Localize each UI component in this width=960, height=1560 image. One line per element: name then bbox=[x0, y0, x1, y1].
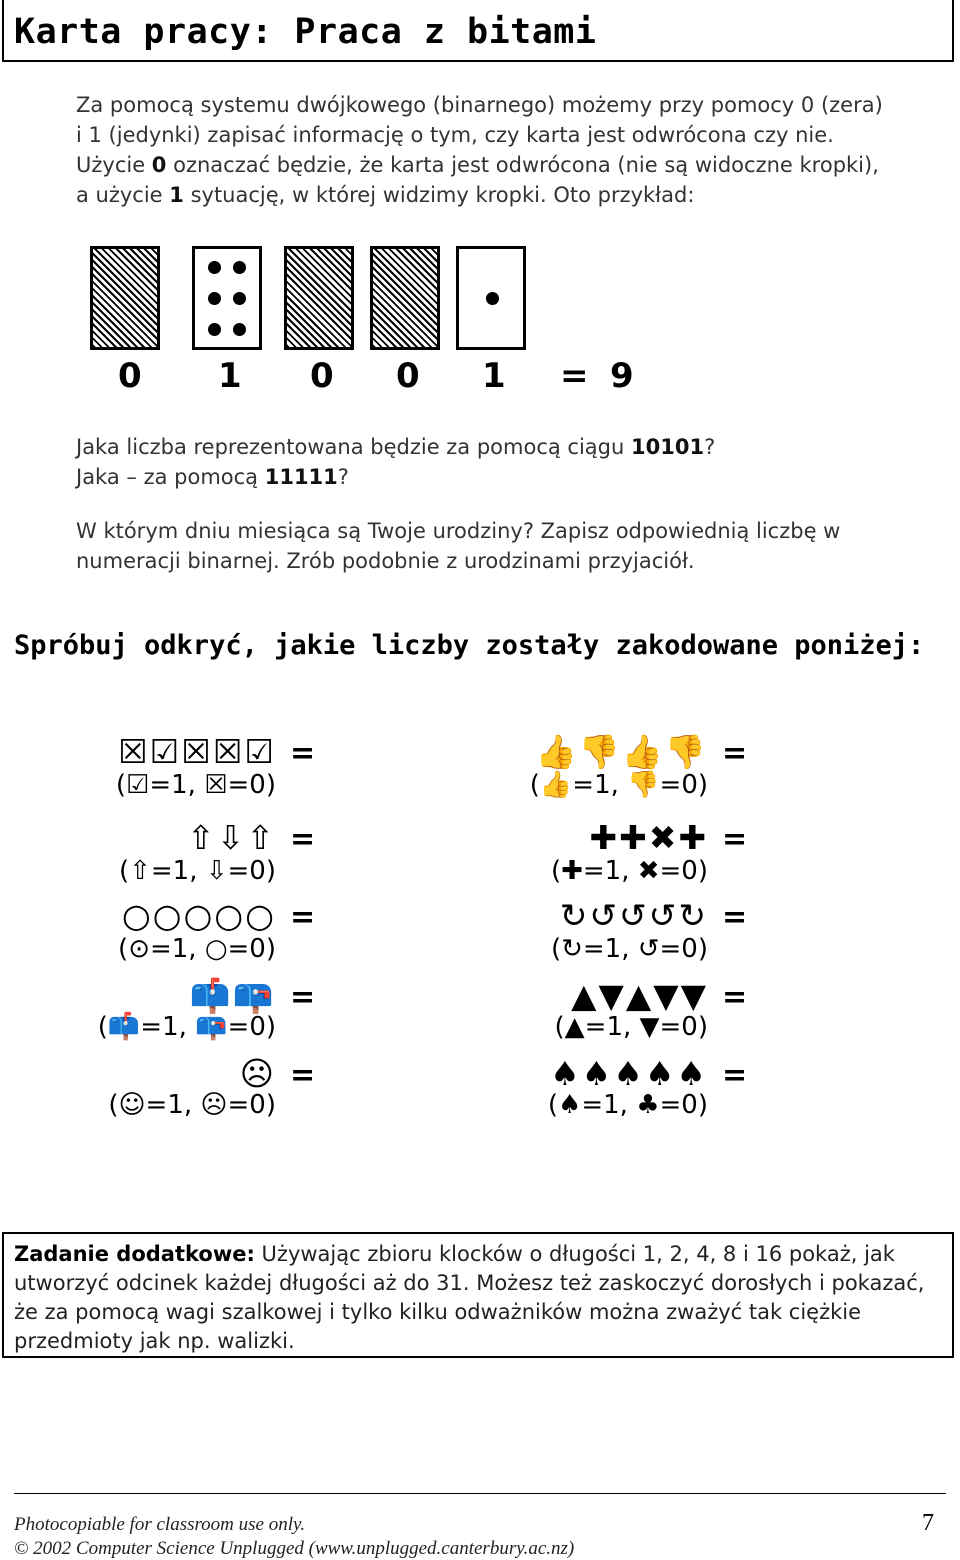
puzzle-equals: = bbox=[290, 900, 316, 935]
bit-label: 0 bbox=[118, 356, 142, 396]
puzzle-key: (☑=1, ☒=0) bbox=[115, 770, 276, 800]
puzzle-key: (↻=1, ↺=0) bbox=[550, 934, 708, 964]
example-result: 9 bbox=[610, 356, 634, 396]
puzzle-equals: = bbox=[722, 822, 748, 857]
puzzles-heading: Spróbuj odkryć, jakie liczby zostały zakodowane poniżej: bbox=[14, 630, 925, 661]
puzzle-equals: = bbox=[290, 1058, 316, 1093]
puzzle-equals: = bbox=[722, 900, 748, 935]
puzzle-symbols: ○○○○○ bbox=[122, 896, 276, 935]
bit-label: 1 bbox=[482, 356, 506, 396]
card-face-down bbox=[90, 246, 160, 350]
puzzle-symbols: ✚✚✖✚ bbox=[589, 818, 708, 857]
bit-label: 1 bbox=[218, 356, 242, 396]
bonus-task: Zadanie dodatkowe: Używając zbioru klocków o długości 1, 2, 4, 8 i 16 pokaż, jak utworzyć odcinek każdej długości aż do 31. Możesz też zaskoczyć dorosłych i pokazać, że za pomocą wagi szalkowej i tylko kilku odważników można zważyć tak ciężkie przedmioty jak np. walizki. bbox=[14, 1242, 925, 1353]
puzzle-symbols: 👍👎👍👎 bbox=[535, 732, 708, 771]
puzzle-symbols: ▲▼▲▼▼ bbox=[571, 976, 708, 1015]
puzzle-key: (👍=1, 👎=0) bbox=[529, 770, 708, 800]
puzzle-key: (✚=1, ✖=0) bbox=[550, 856, 708, 886]
puzzle-equals: = bbox=[722, 736, 748, 771]
question-line: numeracji binarnej. Zrób podobnie z urodzinami przyjaciół. bbox=[76, 549, 695, 573]
card-face-down bbox=[284, 246, 354, 350]
card-one-dot bbox=[456, 246, 526, 350]
puzzle-key: (♠=1, ♣=0) bbox=[547, 1090, 708, 1120]
question-line: Jaka – za pomocą 11111? bbox=[76, 465, 349, 489]
intro-line: a użycie 1 sytuację, w której widzimy kropki. Oto przykład: bbox=[76, 183, 695, 207]
footer-note: Photocopiable for classroom use only. bbox=[14, 1514, 306, 1535]
bonus-label: Zadanie dodatkowe: bbox=[14, 1242, 255, 1266]
page-number: 7 bbox=[922, 1510, 934, 1536]
puzzle-equals: = bbox=[290, 980, 316, 1015]
puzzle-key: (▲=1, ▼=0) bbox=[554, 1012, 708, 1042]
puzzle-key: (⊙=1, ○=0) bbox=[118, 934, 276, 964]
intro-line: Za pomocą systemu dwójkowego (binarnego) możemy przy pomocy 0 (zera) bbox=[76, 93, 883, 117]
puzzle-symbols: ☒☑☒☒☑ bbox=[118, 732, 276, 771]
question-line: Jaka liczba reprezentowana będzie za pomocą ciągu 10101? bbox=[76, 435, 716, 459]
puzzle-equals: = bbox=[290, 736, 316, 771]
footer-rule bbox=[14, 1493, 946, 1494]
puzzle-symbols: ⇧⇩⇧ bbox=[187, 818, 276, 857]
intro-line: i 1 (jedynki) zapisać informację o tym, czy karta jest odwrócona czy nie. bbox=[76, 123, 834, 147]
puzzle-equals: = bbox=[722, 1058, 748, 1093]
card-six-dots bbox=[192, 246, 262, 350]
example-equals: = bbox=[560, 356, 589, 396]
bit-label: 0 bbox=[310, 356, 334, 396]
intro-line: Użycie 0 oznaczać będzie, że karta jest odwrócona (nie są widoczne kropki), bbox=[76, 153, 879, 177]
puzzle-symbols: ☹ bbox=[239, 1054, 276, 1093]
puzzle-key: (☺=1, ☹=0) bbox=[108, 1090, 276, 1120]
card-face-down bbox=[370, 246, 440, 350]
question-line: W którym dniu miesiąca są Twoje urodziny? Zapisz odpowiednią liczbę w bbox=[76, 519, 841, 543]
intro-paragraph bbox=[76, 90, 906, 210]
puzzle-equals: = bbox=[722, 980, 748, 1015]
page-title: Karta pracy: Praca z bitami bbox=[14, 12, 597, 52]
puzzle-key: (📫=1, 📪=0) bbox=[97, 1012, 276, 1042]
puzzle-key: (⇧=1, ⇩=0) bbox=[118, 856, 276, 886]
puzzle-symbols: ↻↺↺↺↻ bbox=[559, 896, 708, 935]
puzzle-symbols: ♠♠♠♠♠ bbox=[550, 1054, 708, 1093]
puzzle-symbols: 📫📪 bbox=[189, 976, 276, 1015]
puzzle-equals: = bbox=[290, 822, 316, 857]
bit-label: 0 bbox=[396, 356, 420, 396]
footer-copyright: © 2002 Computer Science Unplugged (www.unplugged.canterbury.ac.nz) bbox=[14, 1538, 575, 1559]
